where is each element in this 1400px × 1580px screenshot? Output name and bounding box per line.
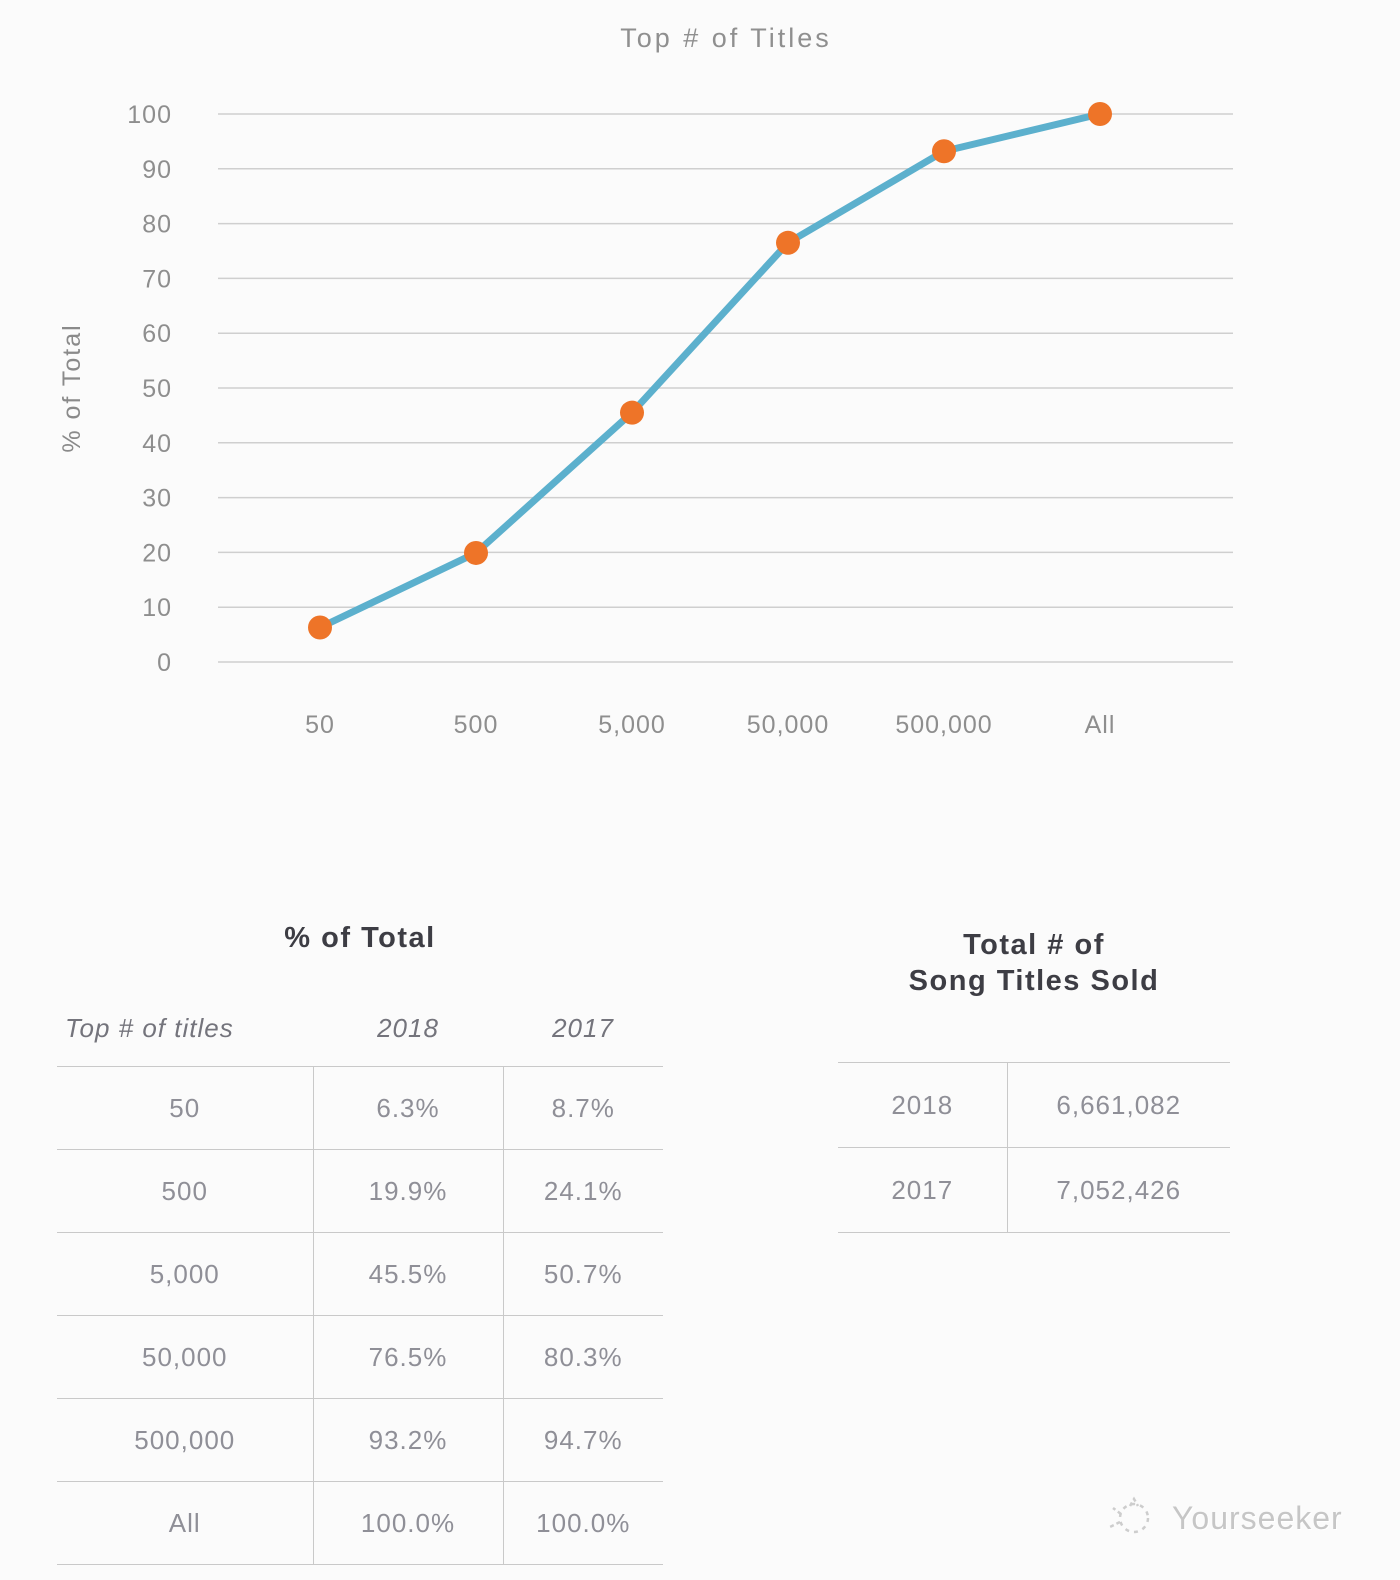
year-label: 2017 (838, 1148, 1007, 1233)
y-tick-label: 80 (142, 210, 172, 239)
y-tick-label: 30 (142, 484, 172, 513)
chart-title: Top # of Titles (620, 23, 832, 53)
y-tick-label: 40 (142, 429, 172, 458)
total-sold-value: 6,661,082 (1007, 1063, 1230, 1148)
table-row (57, 1067, 663, 1150)
table-row (57, 1150, 663, 1233)
data-point-marker (1088, 102, 1112, 126)
row-label: 500,000 (57, 1399, 313, 1482)
year-label: 2018 (838, 1063, 1007, 1148)
x-tick-label: 500 (453, 711, 499, 739)
yourseeker-logo-icon (1106, 1494, 1158, 1542)
table-row (838, 1063, 1230, 1148)
table-row (57, 1233, 663, 1316)
y-axis-title: % of Total (58, 323, 86, 453)
total-sold-value: 7,052,426 (1007, 1148, 1230, 1233)
column-header-top-titles: Top # of titles (65, 1013, 234, 1043)
value-2018: 93.2% (313, 1399, 503, 1482)
value-2018: 76.5% (313, 1316, 503, 1399)
y-tick-label: 100 (127, 101, 172, 129)
data-point-marker (620, 401, 644, 425)
x-tick-label: 500,000 (895, 711, 993, 739)
x-tick-label: All (1084, 711, 1116, 739)
y-tick-label: 60 (142, 320, 172, 349)
y-tick-label: 10 (142, 594, 172, 623)
percent-table-title: % of Total (284, 922, 436, 954)
value-2017: 100.0% (503, 1482, 663, 1565)
x-tick-label: 50 (305, 711, 335, 739)
row-label: All (57, 1482, 313, 1565)
y-tick-label: 90 (142, 155, 172, 184)
value-2017: 50.7% (503, 1233, 663, 1316)
x-tick-label: 5,000 (598, 711, 666, 739)
watermark (1106, 1494, 1343, 1542)
x-tick-label: 50,000 (746, 711, 830, 739)
y-tick-label: 0 (157, 649, 172, 677)
value-2017: 24.1% (503, 1150, 663, 1233)
totals-table-grid (838, 1062, 1230, 1233)
value-2017: 80.3% (503, 1316, 663, 1399)
row-label: 5,000 (57, 1233, 313, 1316)
value-2017: 8.7% (503, 1067, 663, 1150)
data-point-marker (776, 231, 800, 255)
table-row (838, 1148, 1230, 1233)
value-2018: 100.0% (313, 1482, 503, 1565)
value-2018: 45.5% (313, 1233, 503, 1316)
table-row (57, 1399, 663, 1482)
data-line (320, 114, 1100, 627)
table-row (57, 1482, 663, 1565)
data-point-marker (308, 615, 332, 639)
row-label: 50,000 (57, 1316, 313, 1399)
column-header-2018: 2018 (377, 1013, 439, 1043)
totals-table-title-line2: Song Titles Sold (908, 965, 1160, 997)
value-2018: 19.9% (313, 1150, 503, 1233)
percent-table-header-row (57, 956, 663, 1067)
row-label: 50 (57, 1067, 313, 1150)
percent-of-total-table (57, 902, 663, 1565)
column-header-2017: 2017 (552, 1013, 614, 1043)
watermark-label: Yourseeker (1172, 1499, 1343, 1536)
totals-table-title-line1: Total # of (963, 929, 1105, 961)
percent-table (57, 956, 663, 1565)
y-tick-label: 20 (142, 539, 172, 568)
value-2017: 94.7% (503, 1399, 663, 1482)
y-tick-label: 50 (142, 375, 172, 403)
data-point-marker (464, 541, 488, 565)
table-row (57, 1316, 663, 1399)
totals-table (838, 902, 1230, 1233)
value-2018: 6.3% (313, 1067, 503, 1150)
y-tick-label: 70 (142, 265, 172, 294)
data-point-marker (932, 139, 956, 163)
row-label: 500 (57, 1150, 313, 1233)
